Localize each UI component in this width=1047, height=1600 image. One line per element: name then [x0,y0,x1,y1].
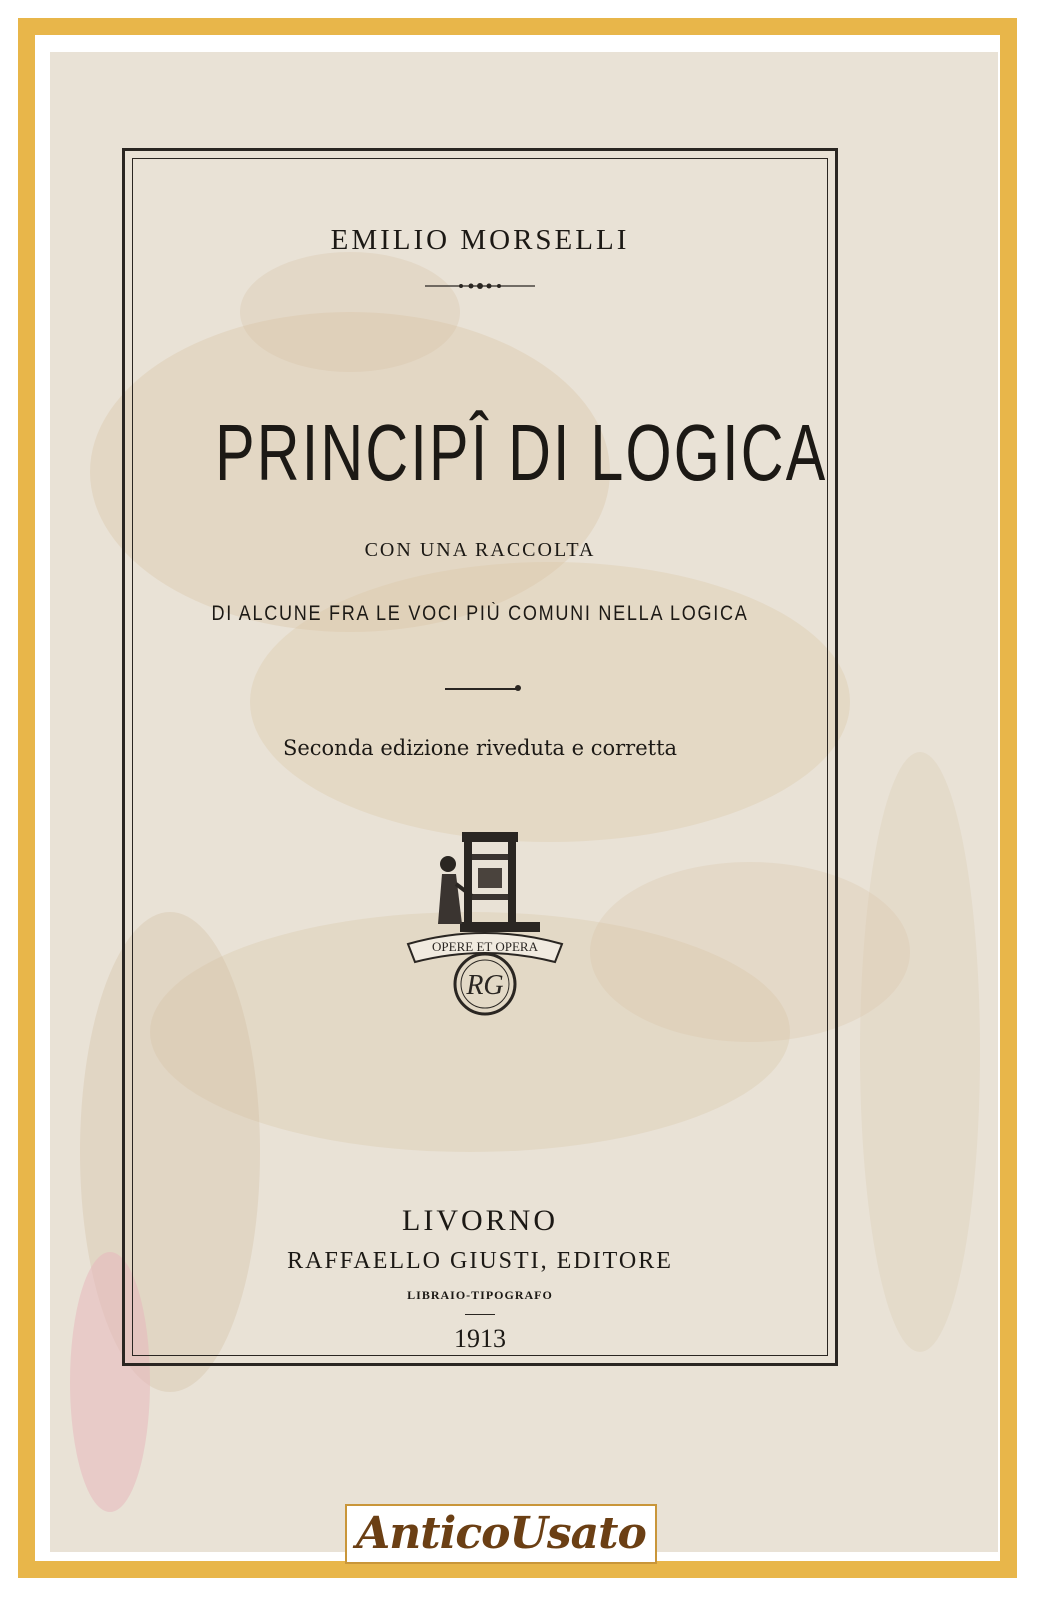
author-name: EMILIO MORSELLI [330,224,630,256]
publisher-trade: LIBRAIO-TIPOGRAFO [407,1288,553,1302]
book-title: PRINCIPÎ DI LOGICA [215,408,828,497]
publisher-name: RAFFAELLO GIUSTI, EDITORE [287,1248,673,1274]
book-cover [50,52,998,1552]
printer-mark-monogram: RG [466,970,504,1001]
publication-city: LIVORNO [402,1204,558,1237]
edition-note: Seconda edizione riveduta e corretta [282,736,678,760]
watermark-badge [345,1504,657,1564]
subtitle-line-2: DI ALCUNE FRA LE VOCI PIÙ COMUNI NELLA LOGICA [211,602,749,625]
watermark-label: AnticoUsato [356,1508,646,1559]
subtitle-line-1: CON UNA RACCOLTA [364,539,596,561]
short-rule-year [465,1314,495,1315]
printer-mark-motto: OPERE ET OPERA [432,939,538,954]
publication-year: 1913 [454,1324,506,1353]
short-rule-middle [445,688,517,690]
author-ornament [425,280,535,292]
short-rule-dot [515,685,521,691]
printer-mark-emblem [400,824,570,1019]
